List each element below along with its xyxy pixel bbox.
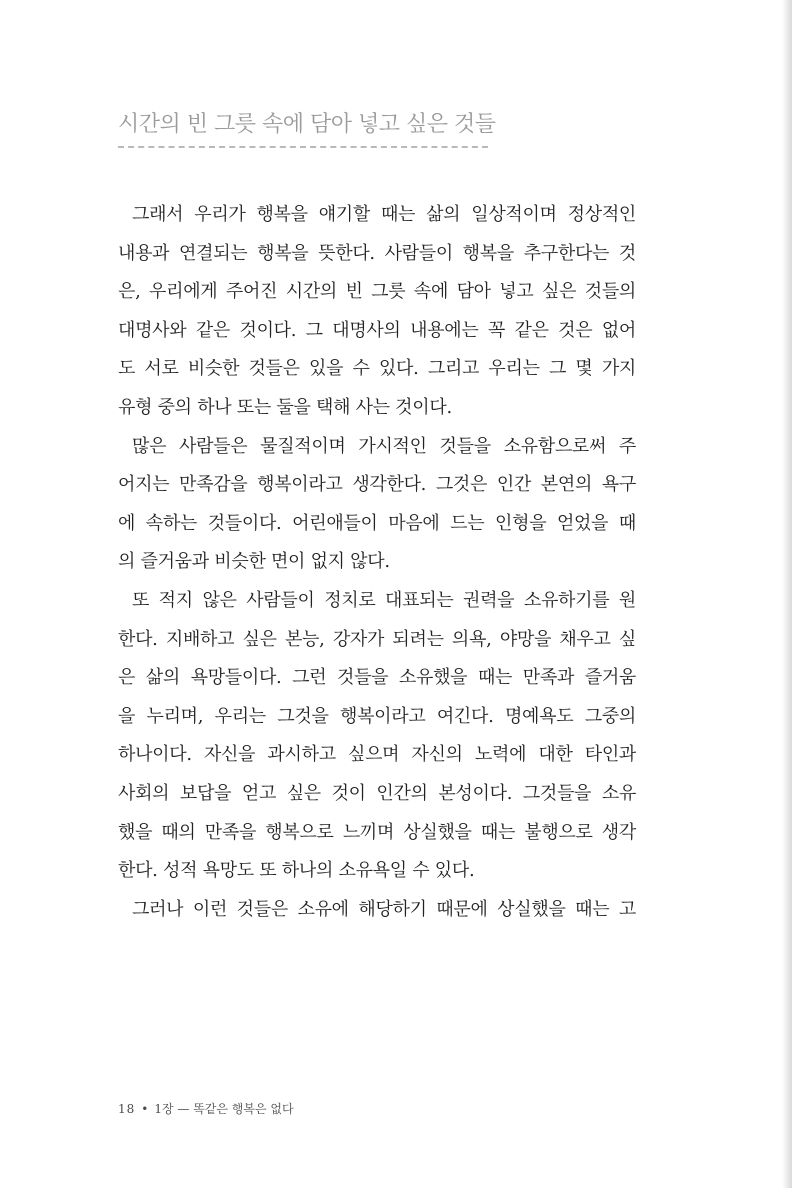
text-line: 또 적지 않은 사람들이 정치로 대표되는 권력을 소유하기를 원 (132, 589, 636, 611)
text-line: 많은 사람들은 물질적이며 가시적인 것들을 소유함으로써 주 (132, 435, 636, 457)
text-line: 한다. 성적 욕망도 또 하나의 소유욕일 수 있다. (118, 860, 475, 882)
text-line: 사회의 보답을 얻고 싶은 것이 인간의 본성이다. 그것들을 소유 (118, 782, 636, 804)
text-line: 대명사와 같은 것이다. 그 대명사의 내용에는 꼭 같은 것은 없어 (118, 319, 636, 341)
text-line: 내용과 연결되는 행복을 뜻한다. 사람들이 행복을 추구한다는 것 (118, 242, 636, 264)
page-number: 18 (118, 1102, 136, 1116)
text-line: 어지는 만족감을 행복이라고 생각한다. 그것은 인간 본연의 욕구 (118, 474, 636, 496)
text-line: 그러나 이런 것들은 소유에 해당하기 때문에 상실했을 때는 고 (132, 898, 636, 920)
text-line: 에 속하는 것들이다. 어린애들이 마음에 드는 인형을 얻었을 때 (118, 512, 636, 534)
text-line: 도 서로 비슷한 것들은 있을 수 있다. 그리고 우리는 그 몇 가지 (118, 358, 636, 380)
section-title: 시간의 빈 그릇 속에 담아 넣고 싶은 것들 (118, 110, 488, 148)
text-line: 은, 우리에게 주어진 시간의 빈 그릇 속에 담아 넣고 싶은 것들의 (118, 281, 636, 303)
text-line: 했을 때의 만족을 행복으로 느끼며 상실했을 때는 불행으로 생각 (118, 821, 636, 843)
text-line: 의 즐거움과 비슷한 면이 없지 않다. (118, 551, 390, 573)
text-line: 을 누리며, 우리는 그것을 행복이라고 여긴다. 명예욕도 그중의 (118, 705, 636, 727)
text-line: 은 삶의 욕망들이다. 그런 것들을 소유했을 때는 만족과 즐거움 (118, 667, 636, 689)
body-text (118, 196, 636, 929)
footer-bullet: • (141, 1102, 149, 1116)
page-edge-shadow (782, 0, 792, 1188)
text-line: 유형 중의 하나 또는 둘을 택해 사는 것이다. (118, 396, 452, 418)
text-line: 하나이다. 자신을 과시하고 싶으며 자신의 노력에 대한 타인과 (118, 744, 636, 766)
chapter-title: 1장 — 똑같은 행복은 없다 (154, 1102, 294, 1116)
page-footer (118, 1100, 294, 1117)
text-line: 그래서 우리가 행복을 얘기할 때는 삶의 일상적이며 정상적인 (132, 204, 636, 225)
text-line: 한다. 지배하고 싶은 본능, 강자가 되려는 의욕, 야망을 채우고 싶 (118, 628, 636, 650)
